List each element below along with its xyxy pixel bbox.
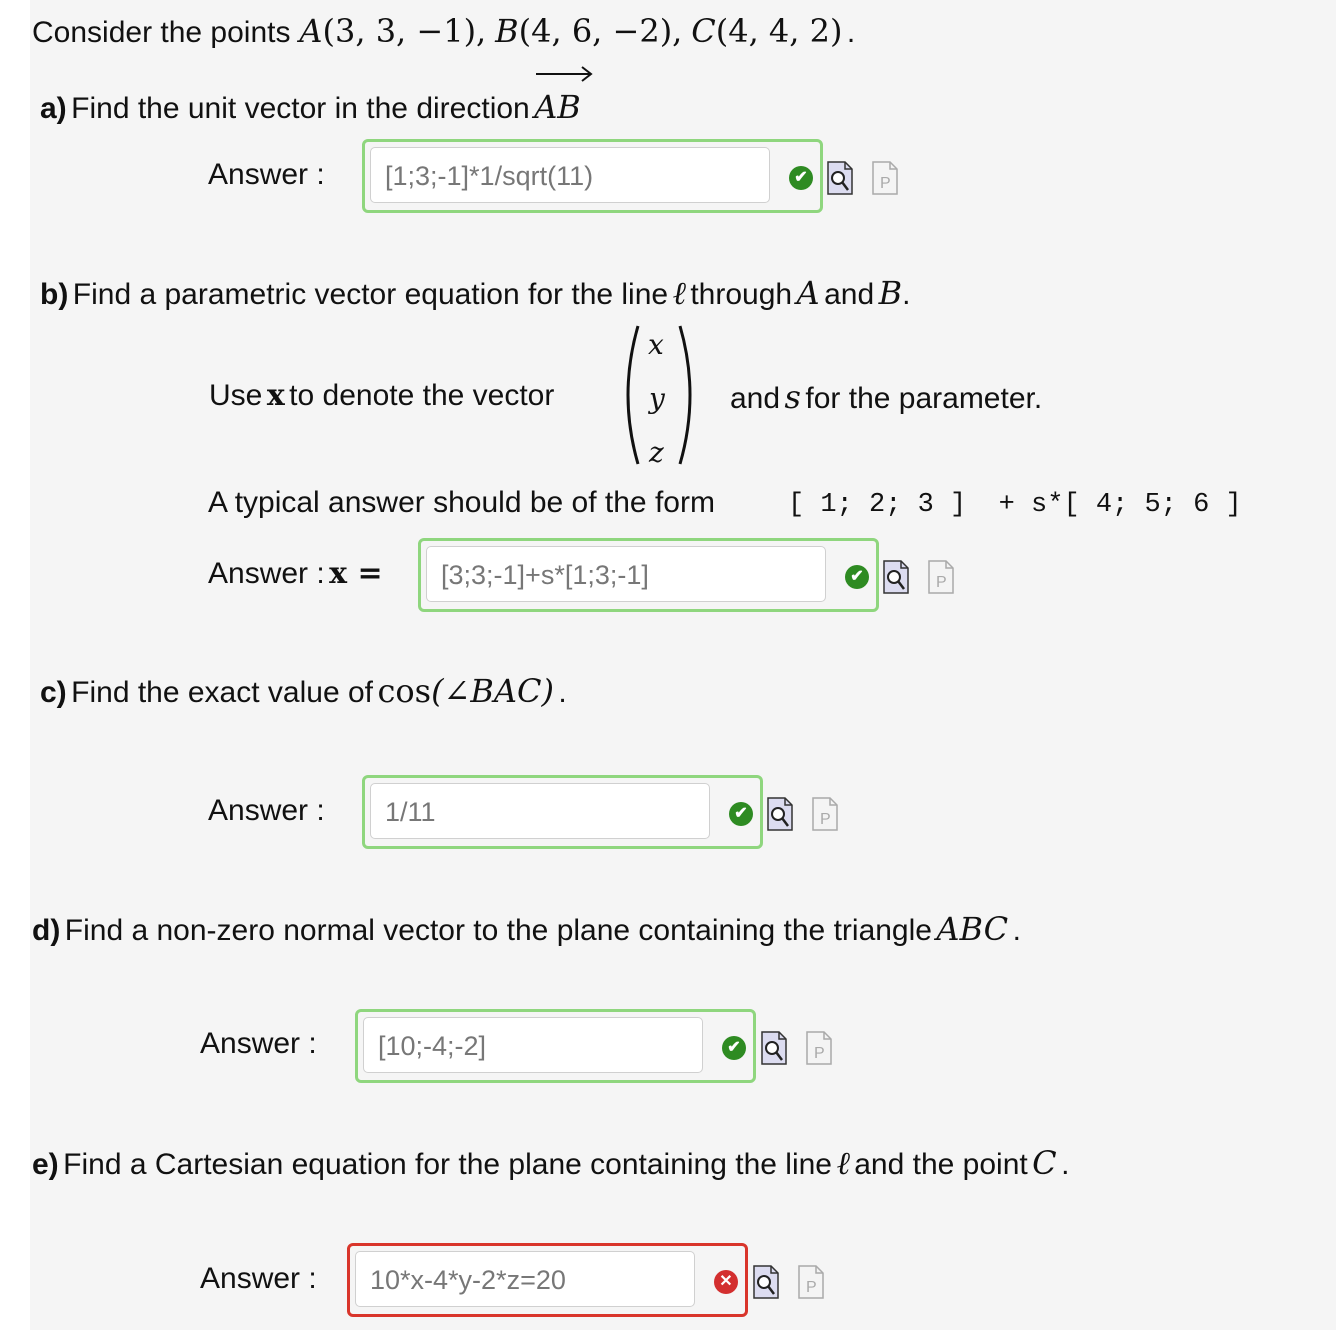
part-b-answer-label: Answer : (208, 557, 325, 590)
part-b-end: . (902, 278, 911, 311)
part-a-answer-frame (362, 139, 823, 213)
part-b-point-a: A (796, 274, 820, 312)
point-b-name: B (495, 12, 519, 50)
part-b-answer-label-group (208, 556, 383, 591)
typical-answer-text: A typical answer should be of the form (208, 486, 715, 519)
cos-function: cos (377, 672, 432, 710)
part-e-point-text: and the point (854, 1148, 1028, 1181)
point-a-name: A (299, 12, 323, 50)
part-b-text: Find a parametric vector equation for the line (72, 278, 669, 311)
part-e-label: e) (32, 1148, 59, 1181)
check-circle-icon: ✔ (729, 802, 753, 826)
part-e-answer-input[interactable]: 10*x-4*y-2*z=20 (355, 1251, 695, 1307)
denote-text: to denote the vector (289, 379, 555, 412)
part-e-question (32, 1144, 1069, 1182)
svg-text:P: P (806, 1279, 817, 1296)
part-d-question (32, 910, 1021, 948)
triangle-abc: ABC (936, 910, 1009, 948)
point-b-coords: (4, 6, −2), (518, 12, 683, 50)
check-circle-icon: ✔ (789, 166, 813, 190)
svg-text:P: P (880, 175, 891, 192)
part-a-label: a) (40, 92, 67, 125)
xyz-column-vector (616, 320, 702, 470)
preview-magnifier-icon[interactable] (826, 160, 854, 201)
part-d-answer-label: Answer : (200, 1027, 317, 1060)
document-p-icon[interactable] (805, 1030, 833, 1071)
part-b-answer-input[interactable]: [3;3;-1]+s*[1;3;-1] (426, 546, 826, 602)
part-b-answer-frame (418, 538, 879, 612)
part-d-end: . (1012, 914, 1021, 947)
preview-magnifier-icon[interactable] (752, 1264, 780, 1305)
part-c-label: c) (40, 676, 67, 709)
part-e-end: . (1061, 1148, 1070, 1181)
cross-circle-icon: ✕ (714, 1270, 738, 1294)
point-c-coords: (4, 4, 2) (715, 12, 843, 50)
part-d-answer-frame (355, 1009, 756, 1083)
line-ell-symbol: ℓ (836, 1144, 850, 1182)
part-a-text: Find the unit vector in the direction (71, 92, 530, 125)
angle-bac: (∠BAC) (431, 672, 554, 710)
part-e-answer-label: Answer : (200, 1262, 317, 1295)
check-circle-icon: ✔ (845, 565, 869, 589)
part-d-text: Find a non-zero normal vector to the plane containing the triangle (64, 914, 932, 947)
part-d-answer-input[interactable]: [10;-4;-2] (363, 1017, 703, 1073)
vec-y: y (649, 382, 665, 415)
vec-z: z (649, 436, 664, 469)
document-p-icon[interactable] (871, 160, 899, 201)
preview-magnifier-icon[interactable] (760, 1030, 788, 1071)
intro-text: Consider the points (32, 16, 291, 49)
part-c-answer-input[interactable]: 1/11 (370, 783, 710, 839)
part-c-question (40, 672, 567, 710)
part-c-text: Find the exact value of (71, 676, 373, 709)
part-a-answer-input[interactable]: [1;3;-1]*1/sqrt(11) (370, 147, 770, 203)
part-b-through: through (690, 278, 793, 311)
svg-text:P: P (814, 1045, 825, 1062)
part-e-point-c: C (1032, 1144, 1057, 1182)
document-p-icon[interactable] (797, 1264, 825, 1305)
part-b-and: and (824, 278, 875, 311)
document-p-icon[interactable] (811, 796, 839, 837)
use-word: Use (209, 379, 263, 412)
svg-text:P: P (936, 574, 947, 591)
param-end: for the parameter. (805, 382, 1043, 415)
vector-ab-text: AB (534, 88, 581, 126)
x-equals: x = (329, 556, 383, 591)
parameter-text (730, 378, 1042, 416)
intro-end: . (846, 16, 856, 49)
point-c-name: C (691, 12, 716, 50)
typical-answer-form: [ 1; 2; 3 ] + s*[ 4; 5; 6 ] (788, 490, 1242, 520)
part-d-label: d) (32, 914, 61, 947)
part-c-end: . (558, 676, 567, 709)
part-b-question (40, 274, 910, 312)
vec-x: x (648, 328, 664, 361)
param-and: and (730, 382, 781, 415)
part-a-question (40, 88, 581, 126)
part-b-point-b: B (878, 274, 903, 312)
check-circle-icon: ✔ (722, 1036, 746, 1060)
part-c-answer-frame (362, 775, 763, 849)
line-ell-symbol: ℓ (672, 274, 686, 312)
vector-ab (534, 88, 581, 126)
point-a-coords: (3, 3, −1), (322, 12, 487, 50)
param-s: s (784, 378, 801, 416)
part-c-answer-label: Answer : (208, 794, 325, 827)
preview-magnifier-icon[interactable] (882, 559, 910, 600)
part-b-label: b) (40, 278, 69, 311)
bold-x-vector: x (266, 378, 285, 413)
part-e-answer-frame (347, 1243, 748, 1317)
document-p-icon[interactable] (927, 559, 955, 600)
svg-text:P: P (820, 811, 831, 828)
use-x-text (209, 378, 554, 413)
preview-magnifier-icon[interactable] (766, 796, 794, 837)
vector-arrow-icon (534, 62, 594, 82)
part-a-answer-label: Answer : (208, 158, 325, 191)
problem-statement (32, 12, 855, 50)
part-e-text: Find a Cartesian equation for the plane containing the line (63, 1148, 832, 1181)
